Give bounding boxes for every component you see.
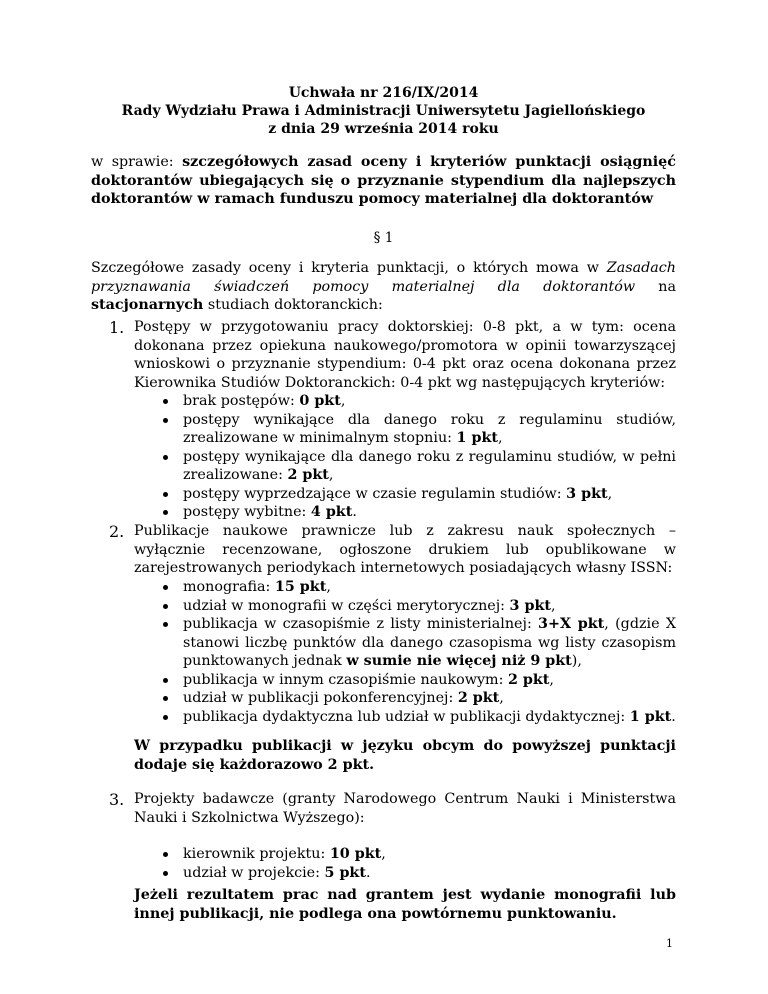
title-line-3: z dnia 29 września 2014 roku xyxy=(268,121,499,137)
item-number: 1. xyxy=(109,318,125,337)
list-item-1 xyxy=(109,318,676,392)
document-title xyxy=(91,84,676,138)
list-item: udział w monografii w części merytorycznej: 3 pkt, xyxy=(163,597,676,616)
item2-note: W przypadku publikacji w języku obcym do powyższej punktacji dodaje się każdorazowo 2 pkt. xyxy=(134,738,676,773)
item3-note: Jeżeli rezultatem prac nad grantem jest wydanie monografii lub innej publikacji, nie podlega ona powtórnemu punktowaniu. xyxy=(134,887,676,922)
intro-text-1: Szczegółowe zasady oceny i kryteria punktacji, o których mowa w xyxy=(91,260,607,276)
intro-text-3: studiach doktoranckich: xyxy=(203,297,383,313)
list-item: postępy wyprzedzające w czasie regulamin studiów: 3 pkt, xyxy=(163,485,676,504)
bullet-icon xyxy=(163,585,168,590)
subject-text: szczegółowych zasad oceny i kryteriów punktacji osiągnięć doktorantów ubiegających się o przyznanie stypendium dla najlepszych doktorantów w ramach funduszu pomocy materialnej dla doktorantów xyxy=(91,154,676,207)
item3-bullets xyxy=(163,845,676,882)
bullet-icon xyxy=(163,510,168,515)
list-item: monografia: 15 pkt, xyxy=(163,578,676,597)
list-item: kierownik projektu: 10 pkt, xyxy=(163,845,676,864)
bullet-icon xyxy=(163,871,168,876)
list-item: publikacja w czasopiśmie z listy ministerialnej: 3+X pkt, (gdzie X stanowi liczbę punktów dla danego czasopisma wg listy czasopism punktowanych jednak w sumie nie więcej niż 9 pkt), xyxy=(163,615,676,671)
item-text: Publikacje naukowe prawnicze lub z zakresu nauk społecznych – wyłącznie recenzowane, ogłoszone drukiem lub opublikowane w zarejestrowanych periodykach internetowych posiadających własny ISSN: xyxy=(134,523,676,576)
list-item: publikacja dydaktyczna lub udział w publikacji dydaktycznej: 1 pkt. xyxy=(163,708,676,727)
page-number: 1 xyxy=(666,937,673,950)
bullet-icon xyxy=(163,696,168,701)
intro-text-2: na xyxy=(635,278,676,295)
list-item: publikacja w innym czasopiśmie naukowym: 2 pkt, xyxy=(163,671,676,690)
bullet-icon xyxy=(163,492,168,497)
bullet-icon xyxy=(163,715,168,720)
item2-bullets xyxy=(163,578,676,726)
intro-paragraph xyxy=(91,259,676,315)
title-line-1: Uchwała nr 216/IX/2014 xyxy=(288,85,479,101)
item-text: Postępy w przygotowaniu pracy doktorskiej: 0-8 pkt, a w tym: ocena dokonana przez opiekuna naukowego/promotora w opinii towarzyszącej wnioskowi o przyznanie stypendium: 0-4 pkt oraz ocena dokonana przez Kierownika Studiów Doktoranckich: 0-4 pkt wg następujących kryteriów: xyxy=(134,319,676,391)
list-item-3 xyxy=(109,790,676,827)
bullet-icon xyxy=(163,418,168,423)
list-item: brak postępów: 0 pkt, xyxy=(163,392,676,411)
title-line-2: Rady Wydziału Prawa i Administracji Uniwersytetu Jagiellońskiego xyxy=(121,103,646,119)
subject-prefix: w sprawie: xyxy=(91,154,183,170)
bullet-icon xyxy=(163,604,168,609)
subject-paragraph xyxy=(91,153,676,209)
item-text: Projekty badawcze (granty Narodowego Centrum Nauki i Ministerstwa Nauki i Szkolnictwa Wyższego): xyxy=(134,791,676,826)
list-item-2 xyxy=(109,522,676,578)
bullet-icon xyxy=(163,678,168,683)
bullet-icon xyxy=(163,455,168,460)
intro-bold: stacjonarnych xyxy=(91,297,204,313)
list-item: udział w projekcie: 5 pkt. xyxy=(163,864,676,883)
section-sign: § 1 xyxy=(373,230,394,246)
item1-bullets xyxy=(163,392,676,522)
item-number: 2. xyxy=(109,522,125,541)
list-item: postępy wybitne: 4 pkt. xyxy=(163,503,676,522)
bullet-icon xyxy=(163,852,168,857)
intro-italic: Zasadach przyznawania świadczeń pomocy materialnej dla doktorantów xyxy=(91,260,676,295)
list-item: udział w publikacji pokonferencyjnej: 2 pkt, xyxy=(163,689,676,708)
list-item: postępy wynikające dla danego roku z regulaminu studiów, w pełni zrealizowane: 2 pkt, xyxy=(163,448,676,485)
item-number: 3. xyxy=(109,790,125,809)
bullet-icon xyxy=(163,399,168,404)
list-item: postępy wynikające dla danego roku z regulaminu studiów, zrealizowane w minimalnym stopniu: 1 pkt, xyxy=(163,411,676,448)
bullet-icon xyxy=(163,622,168,627)
